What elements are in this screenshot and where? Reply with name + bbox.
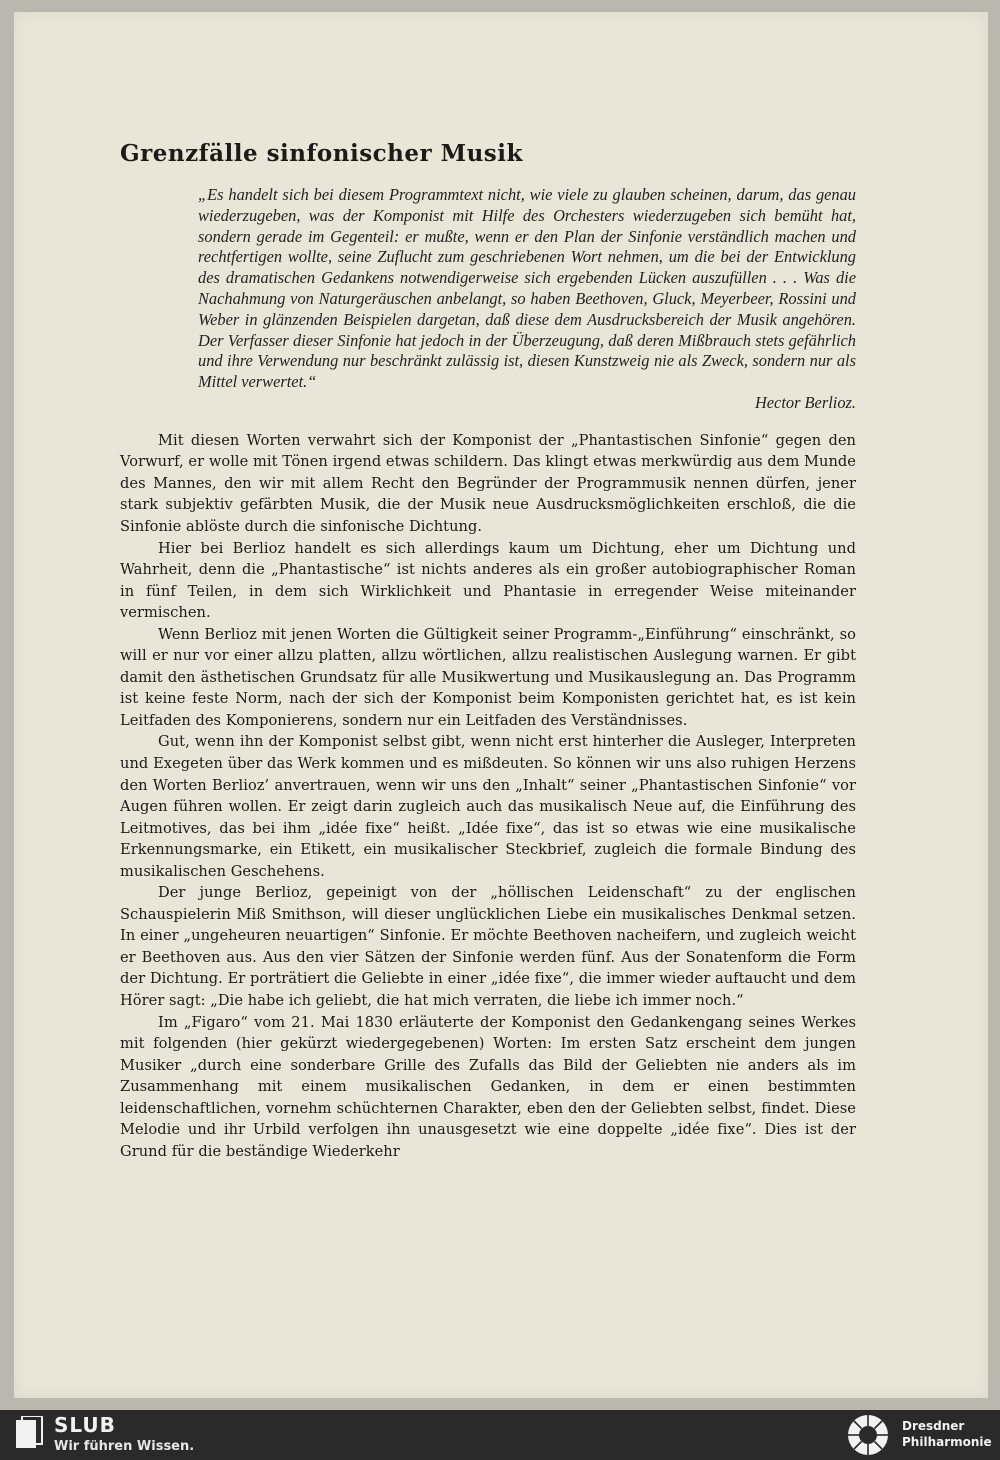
document-page (14, 12, 988, 1398)
paragraph: Der junge Berlioz, gepeinigt von der „höllischen Leidenschaft“ zu der englischen Schauspielerin Miß Smithson, will dieser unglücklichen Liebe ein musikalisches Denkmal setzen. In einer „ungeheuren neuartigen“ Sinfonie. Er möchte Beethoven nacheifern, und zugleich weicht er Beethoven aus. Aus den vier Sätzen der Sinfonie werden fünf. Aus der Sonatenform die Form der Dichtung. Er porträtiert die Geliebte in einer „idée fixe“, die immer wieder auftaucht und dem Hörer sagt: „Die habe ich geliebt, die hat mich verraten, die liebe ich immer noch.“ (120, 884, 856, 1009)
slub-tagline: Wir führen Wissen. (54, 1439, 195, 1454)
paragraph: Hier bei Berlioz handelt es sich allerdings kaum um Dichtung, eher um Dichtung und Wahrheit, denn die „Phantastische“ ist nichts anderes als ein großer autobiographischer Roman in fünf Teilen, in dem sich Wirklichkeit und Phantasie in erregender Weise miteinander vermischen. (120, 539, 856, 622)
paragraph: Wenn Berlioz mit jenen Worten die Gültigkeit seiner Programm-„Einführung“ einschränkt, so will er nur vor einer allzu platten, allzu wörtlichen, allzu realistischen Auslegung warnen. Er gibt damit den ästhetischen Grundsatz für alle Musikwertung und Musikauslegung an. Das Programm ist keine feste Norm, nach der sich der Komponist beim Komponisten gerichtet hat, es ist kein Leitfaden des Komponierens, sondern nur ein Leitfaden des Verständnisses. (120, 625, 856, 729)
page-title: Grenzfälle sinfonischer Musik (120, 140, 523, 167)
paragraph: Gut, wenn ihn der Komponist selbst gibt, wenn nicht erst hinterher die Ausleger, Interpreten und Exegeten über das Werk kommen und es mißdeuten. So können wir uns also ruhigen Herzens den Worten Berlioz’ anvertrauen, wenn wir uns den „Inhalt“ seiner „Phantastischen Sinfonie“ vor Augen führen wollen. Er zeigt darin zugleich auch das musikalisch Neue auf, die Einführung des Leitmotives, das bei ihm „idée fixe“ heißt. „Idée fixe“, das ist so etwas wie eine musikalische Erkennungsmarke, ein Etikett, ein musikalischer Steckbrief, zugleich die formale Bindung des musikalischen Geschehens. (120, 733, 856, 880)
body-text (120, 430, 856, 1163)
page-content (120, 140, 856, 1162)
epigraph-quote (198, 185, 856, 414)
slub-name[interactable]: SLUB (54, 1413, 116, 1437)
philharmonie-logo-icon[interactable] (846, 1413, 890, 1457)
quote-text: „Es handelt sich bei diesem Programmtext nicht, wie viele zu glauben scheinen, darum, das genau wiederzugeben, was der Komponist mit Hilfe des Orchesters wiederzugeben sich bemüht hat, sondern gerade im Gegenteil: er mußte, wenn er den Plan der Sinfonie verständlich machen und rechtfertigen wollte, seine Zuflucht zum geschriebenen Wort nehmen, um die bei der Entwicklung des dramatischen Gedankens notwendigerweise sich ergebenden Lücken auszufüllen . . . Was die Nachahmung von Naturgeräuschen anbelangt, so haben Beethoven, Gluck, Meyerbeer, Rossini und Weber in glänzenden Beispielen dargetan, daß diese dem Ausdrucksbereich der Musik angehören. Der Verfasser dieser Sinfonie hat jedoch in der Überzeugung, daß deren Mißbrauch stets gefährlich und ihre Verwendung nur beschränkt zulässig ist, diesen Kunstzweig nie als Zweck, sondern nur als Mittel verwertet.“ (198, 185, 856, 392)
quote-author: Hector Berlioz. (754, 392, 856, 412)
philharmonie-name-line2: Philharmonie (902, 1435, 992, 1449)
paragraph: Im „Figaro“ vom 21. Mai 1830 erläuterte der Komponist den Gedankengang seines Werkes mit folgenden (hier gekürzt wiedergegebenen) Worten: Im ersten Satz erscheint dem jungen Musiker „durch eine sonderbare Grille des Zufalls das Bild der Geliebten nie anders als im Zusammenhang mit einem musikalischen Gedanken, in dem er einen bestimmten leidenschaftlichen, vornehm schüchternen Charakter, eben den der Geliebten selbst, findet. Diese Melodie und ihr Urbild verfolgen ihn unausgesetzt wie eine doppelte „idée fixe“. Dies ist der Grund für die beständige Wiederkehr (120, 1013, 856, 1160)
slub-logo-icon[interactable] (14, 1416, 44, 1452)
philharmonie-name-line1: Dresdner (902, 1419, 965, 1433)
paragraph: Mit diesen Worten verwahrt sich der Komponist der „Phantastischen Sinfonie“ gegen den Vorwurf, er wolle mit Tönen irgend etwas schildern. Das klingt etwas merkwürdig aus dem Munde des Mannes, den wir mit allem Recht den Begründer der Programmusik nennen dürfen, jener stark subjektiv gefärbten Musik, die der Musik neue Ausdrucksmöglichkeiten erschloß, die die Sinfonie ablöste durch die sinfonische Dichtung. (120, 431, 856, 535)
footer-bar (0, 1410, 1000, 1460)
